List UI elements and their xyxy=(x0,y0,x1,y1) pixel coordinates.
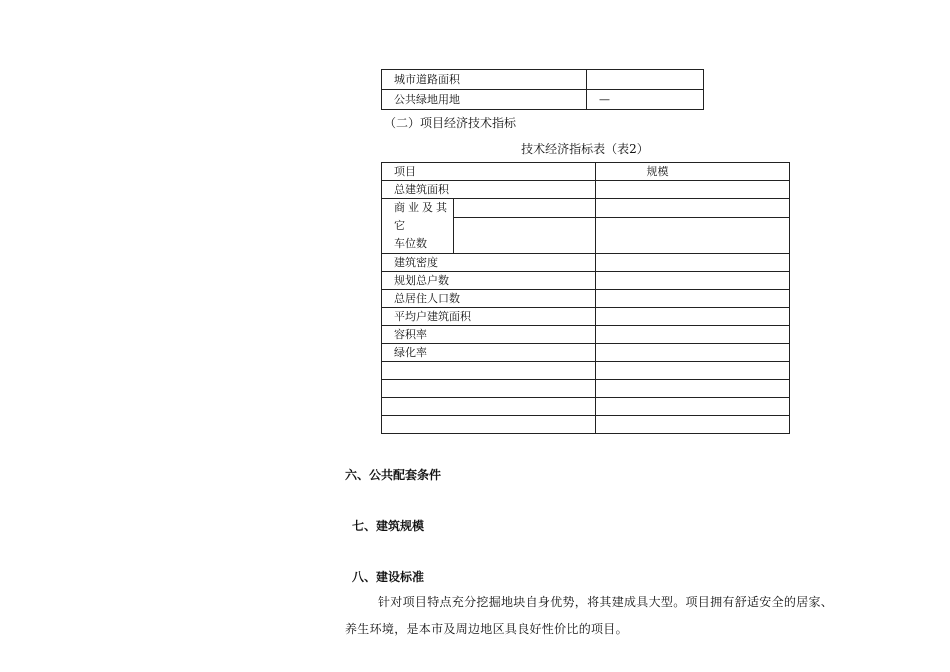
header-scale: 规模 xyxy=(596,163,790,181)
table-cell-label: 公共绿地用地 xyxy=(382,90,587,110)
row-value xyxy=(596,326,790,344)
row-value xyxy=(596,344,790,362)
row-label xyxy=(382,380,596,398)
table-row xyxy=(382,90,704,110)
table-row xyxy=(382,254,790,272)
section-two-title: （二）项目经济技术指标 xyxy=(384,116,517,130)
row-value xyxy=(596,181,790,199)
paragraph-line-2: 养生环境，是本市及周边地区具良好性价比的项目。 xyxy=(345,622,628,636)
row-subcell xyxy=(454,217,596,253)
row-label: 绿化率 xyxy=(382,344,596,362)
table-row xyxy=(382,398,790,416)
table-row xyxy=(382,181,790,199)
row-label xyxy=(382,362,596,380)
table-row xyxy=(382,344,790,362)
row-label: 容积率 xyxy=(382,326,596,344)
row-label: 总建筑面积 xyxy=(382,181,596,199)
table-row xyxy=(382,380,790,398)
row-label: 建筑密度 xyxy=(382,254,596,272)
table-cell-value xyxy=(587,70,704,90)
row-subcell xyxy=(454,199,596,218)
table-row xyxy=(382,70,704,90)
table-cell-label: 城市道路面积 xyxy=(382,70,587,90)
row-label-commercial: 商业及其它 xyxy=(394,201,450,232)
row-value xyxy=(596,217,790,253)
table-row xyxy=(382,308,790,326)
row-label: 平均户建筑面积 xyxy=(382,308,596,326)
row-label: 总居住人口数 xyxy=(382,290,596,308)
row-group-label xyxy=(382,199,454,254)
row-value xyxy=(596,272,790,290)
row-label xyxy=(382,416,596,434)
table-row xyxy=(382,326,790,344)
tech-econ-index-table xyxy=(381,162,790,434)
paragraph-line-1: 针对项目特点充分挖掘地块自身优势，将其建成具大型。项目拥有舒适安全的居家、 xyxy=(378,595,834,609)
table-row xyxy=(382,199,790,218)
table-row xyxy=(382,272,790,290)
table-cell-value: — xyxy=(587,90,704,110)
table-caption: 技术经济指标表（表2） xyxy=(521,142,649,156)
row-value xyxy=(596,380,790,398)
row-value xyxy=(596,362,790,380)
table-row xyxy=(382,290,790,308)
section-eight-heading: 八、建设标准 xyxy=(352,570,425,584)
table-row xyxy=(382,416,790,434)
row-value xyxy=(596,199,790,218)
section-seven-heading: 七、建筑规模 xyxy=(352,519,425,533)
table-header-row xyxy=(382,163,790,181)
header-item: 项目 xyxy=(382,163,596,181)
table-row xyxy=(382,362,790,380)
row-value xyxy=(596,290,790,308)
row-label-parking: 车位数 xyxy=(394,237,427,250)
row-value xyxy=(596,308,790,326)
row-value xyxy=(596,398,790,416)
row-label xyxy=(382,398,596,416)
row-value xyxy=(596,254,790,272)
section-six-heading: 六、公共配套条件 xyxy=(345,468,442,482)
row-label: 规划总户数 xyxy=(382,272,596,290)
row-value xyxy=(596,416,790,434)
land-use-table xyxy=(381,69,704,110)
